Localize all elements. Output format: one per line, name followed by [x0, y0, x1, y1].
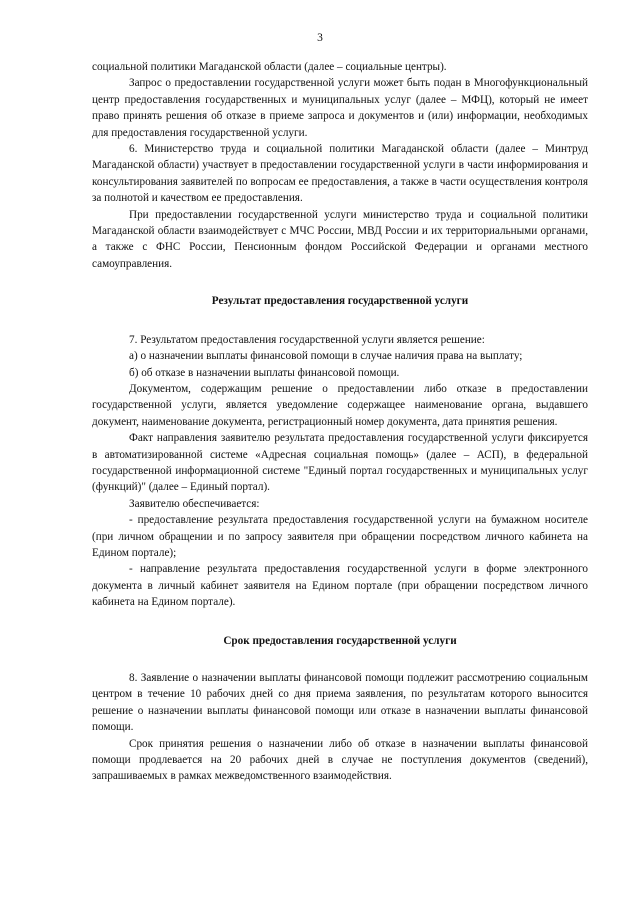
paragraph: При предоставлении государственной услуги министерство труда и социальной политики Магаданской области взаимодействует с МЧС России, МВД России и их территориальными органами, а также с ФНС России, Пенсионным фондом Российской Федерации и органами местного самоуправления.	[92, 208, 588, 270]
paragraph: 7. Результатом предоставления государственной услуги является решение:	[129, 333, 485, 346]
paragraph: Факт направления заявителю результата предоставления государственной услуги фиксируется в автоматизированной системе «Адресная социальная помощь» (далее – АСП), в федеральной государственной информационной системе "Единый портал государственных и муниципальных услуг (функций)" (далее – Единый портал).	[92, 432, 588, 494]
paragraph: Срок принятия решения о назначении либо об отказе в назначении выплаты финансовой помощи продлевается на 20 рабочих дней в случае не поступления документов (сведений), запрашиваемых в рамках межведомственного взаимодействия.	[92, 737, 588, 783]
paragraph: 6. Министерство труда и социальной политики Магаданской области (далее – Минтруд Магаданской области) участвует в предоставлении государственной услуги в части информирования и консультирования заявителей по вопросам ее предоставления, а также в части осуществления контроля за полнотой и качеством ее предоставления.	[92, 143, 588, 205]
paragraph: а) о назначении выплаты финансовой помощи в случае наличия права на выплату;	[129, 350, 523, 363]
paragraph: социальной политики Магаданской области (далее – социальные центры).	[92, 61, 447, 73]
paragraph: Запрос о предоставлении государственной услуги может быть подан в Многофункциональный центр предоставления государственных и муниципальных услуг (далее – МФЦ), который не имеет право принять решения об отказе в приеме запроса и документов и (или) информации, необходимых для предоставления государственной услуги.	[92, 77, 588, 139]
section-heading: Результат предоставления государственной услуги	[211, 295, 469, 308]
section-heading: Срок предоставления государственной услуги	[223, 634, 457, 647]
page-number: 3	[317, 32, 323, 44]
paragraph: - направление результата предоставления государственной услуги в форме электронного документа в личный кабинет заявителя на Едином портале (при обращении посредством личного кабинета на Едином портале).	[92, 563, 588, 609]
paragraph: Заявителю обеспечивается:	[129, 497, 260, 510]
paragraph: - предоставление результата предоставления государственной услуги на бумажном носителе (при личном обращении и по запросу заявителя при обращении посредством личного кабинета на Едином портале);	[92, 514, 588, 559]
document-body	[92, 59, 588, 785]
paragraph: б) об отказе в назначении выплаты финансовой помощи.	[129, 366, 400, 379]
paragraph: 8. Заявление о назначении выплаты финансовой помощи подлежит рассмотрению социальным центром в течение 10 рабочих дней со дня приема заявления, по результатам которого выносится решение о назначении выплаты финансовой помощи или отказе в назначении выплаты финансовой помощи.	[92, 672, 588, 734]
paragraph: Документом, содержащим решение о предоставлении либо отказе в предоставлении государственной услуги, является уведомление содержащее наименование органа, выдавшего документ, наименование документа, регистрационный номер документа, дата принятия решения.	[92, 382, 588, 428]
